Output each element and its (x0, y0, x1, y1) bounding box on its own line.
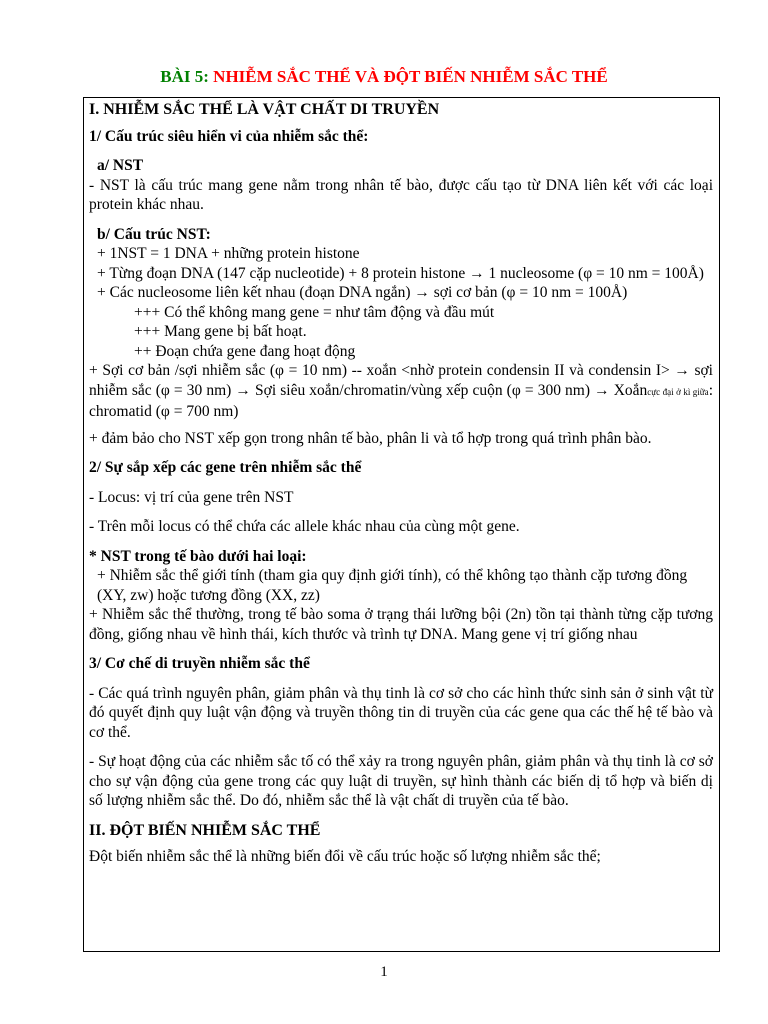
structure-line-7-end: : chromatid (φ = 700 nm) (89, 381, 713, 420)
chromosome-types-heading: * NST trong tế bào dưới hai loại: (89, 547, 307, 565)
page-title (0, 67, 768, 87)
sub3-heading: 3/ Cơ chế di truyền nhiễm sắc thể (89, 655, 310, 672)
section1-heading: I. NHIỄM SẮC THỂ LÀ VẬT CHẤT DI TRUYỀN (89, 101, 440, 118)
structure-line-6: ++ Đoạn chứa gene đang hoạt động (134, 342, 356, 360)
page-number: 1 (380, 964, 388, 980)
structure-line-2: + Từng đoạn DNA (147 cặp nucleotide) + 8 protein histone → 1 nucleosome (φ = 10 nm = 100Å) (97, 264, 704, 282)
structure-line-7-subscript: cực đại ở kì giữa (647, 386, 709, 397)
content-body (89, 100, 713, 867)
structure-line-3: + Các nucleosome liên kết nhau (đoạn DNA ngắn) → sợi cơ bản (φ = 10 nm = 100Å) (97, 284, 628, 301)
content-frame (83, 97, 720, 952)
sub3-paragraph-1: - Các quá trình nguyên phân, giảm phân và thụ tinh là cơ sở cho các hình thức sinh sản ở sinh vật từ đó quyết định quy luật vận động và truyền thông tin di truyền của các gene qua các thế hệ tế bào và cơ thể. (89, 684, 713, 741)
structure-line-5: +++ Mang gene bị bất hoạt. (134, 323, 307, 340)
structure-line-7 (89, 361, 713, 422)
locus-line: - Locus: vị trí của gene trên NST (89, 488, 294, 506)
sub1-heading: 1/ Cấu trúc siêu hiển vi của nhiễm sắc thể: (89, 127, 369, 145)
section2-paragraph-1: Đột biến nhiễm sắc thể là những biến đổi về cấu trúc hoặc số lượng nhiễm sắc thể; (89, 848, 601, 865)
structure-line-4: +++ Có thể không mang gene = như tâm động và đầu mút (134, 303, 495, 321)
autosome-text: + Nhiễm sắc thể thường, trong tế bào soma ở trạng thái lưỡng bội (2n) tồn tại thành từng cặp tương đồng, giống nhau về hình thái, kích thước và trình tự DNA. Mang gene vị trí giống nhau (89, 606, 713, 643)
sub2-heading: 2/ Sự sắp xếp các gene trên nhiễm sắc thể (89, 459, 362, 476)
sub1-a-heading: a/ NST (97, 157, 144, 174)
structure-line-8: + đảm bảo cho NST xếp gọn trong nhân tế bào, phân li và tổ hợp trong quá trình phân bào. (89, 429, 652, 447)
lesson-label: BÀI 5: (160, 67, 209, 86)
structure-line-7-main: + Sợi cơ bản /sợi nhiễm sắc (φ = 10 nm) -- xoắn <nhờ protein condensin II và condensin I> → sợi nhiễm sắc (φ = 30 nm) → Sợi siêu xoắn/chromatin/vùng xếp cuộn (φ = 300 nm) → Xoắn (89, 362, 713, 399)
allele-line: - Trên mỗi locus có thể chứa các allele khác nhau của cùng một gene. (89, 518, 520, 535)
structure-line-1: + 1NST = 1 DNA + những protein histone (97, 245, 360, 262)
sex-chromosome-text: + Nhiễm sắc thể giới tính (tham gia quy định giới tính), có thể không tạo thành cặp tương đồng (XY, zw) hoặc tương đồng (XX, zz) (97, 567, 688, 604)
sub1-a-text: - NST là cấu trúc mang gene nằm trong nhân tế bào, được cấu tạo từ DNA liên kết với các loại protein khác nhau. (89, 176, 713, 213)
sub3-paragraph-2: - Sự hoạt động của các nhiễm sắc tố có thể xảy ra trong nguyên phân, giảm phân và thụ tinh là cơ sở cho sự vận động của gene trong các quy luật di truyền, sự hình thành các biến dị tổ hợp và biến dị số lượng nhiễm sắc thể. Do đó, nhiễm sắc thể là vật chất di truyền của tế bào. (89, 753, 713, 809)
section2-heading: II. ĐỘT BIẾN NHIỄM SẮC THỂ (89, 821, 321, 839)
sub1-b-heading: b/ Cấu trúc NST: (97, 225, 211, 243)
lesson-title: NHIỄM SẮC THỂ VÀ ĐỘT BIẾN NHIỄM SẮC THỂ (213, 67, 608, 86)
